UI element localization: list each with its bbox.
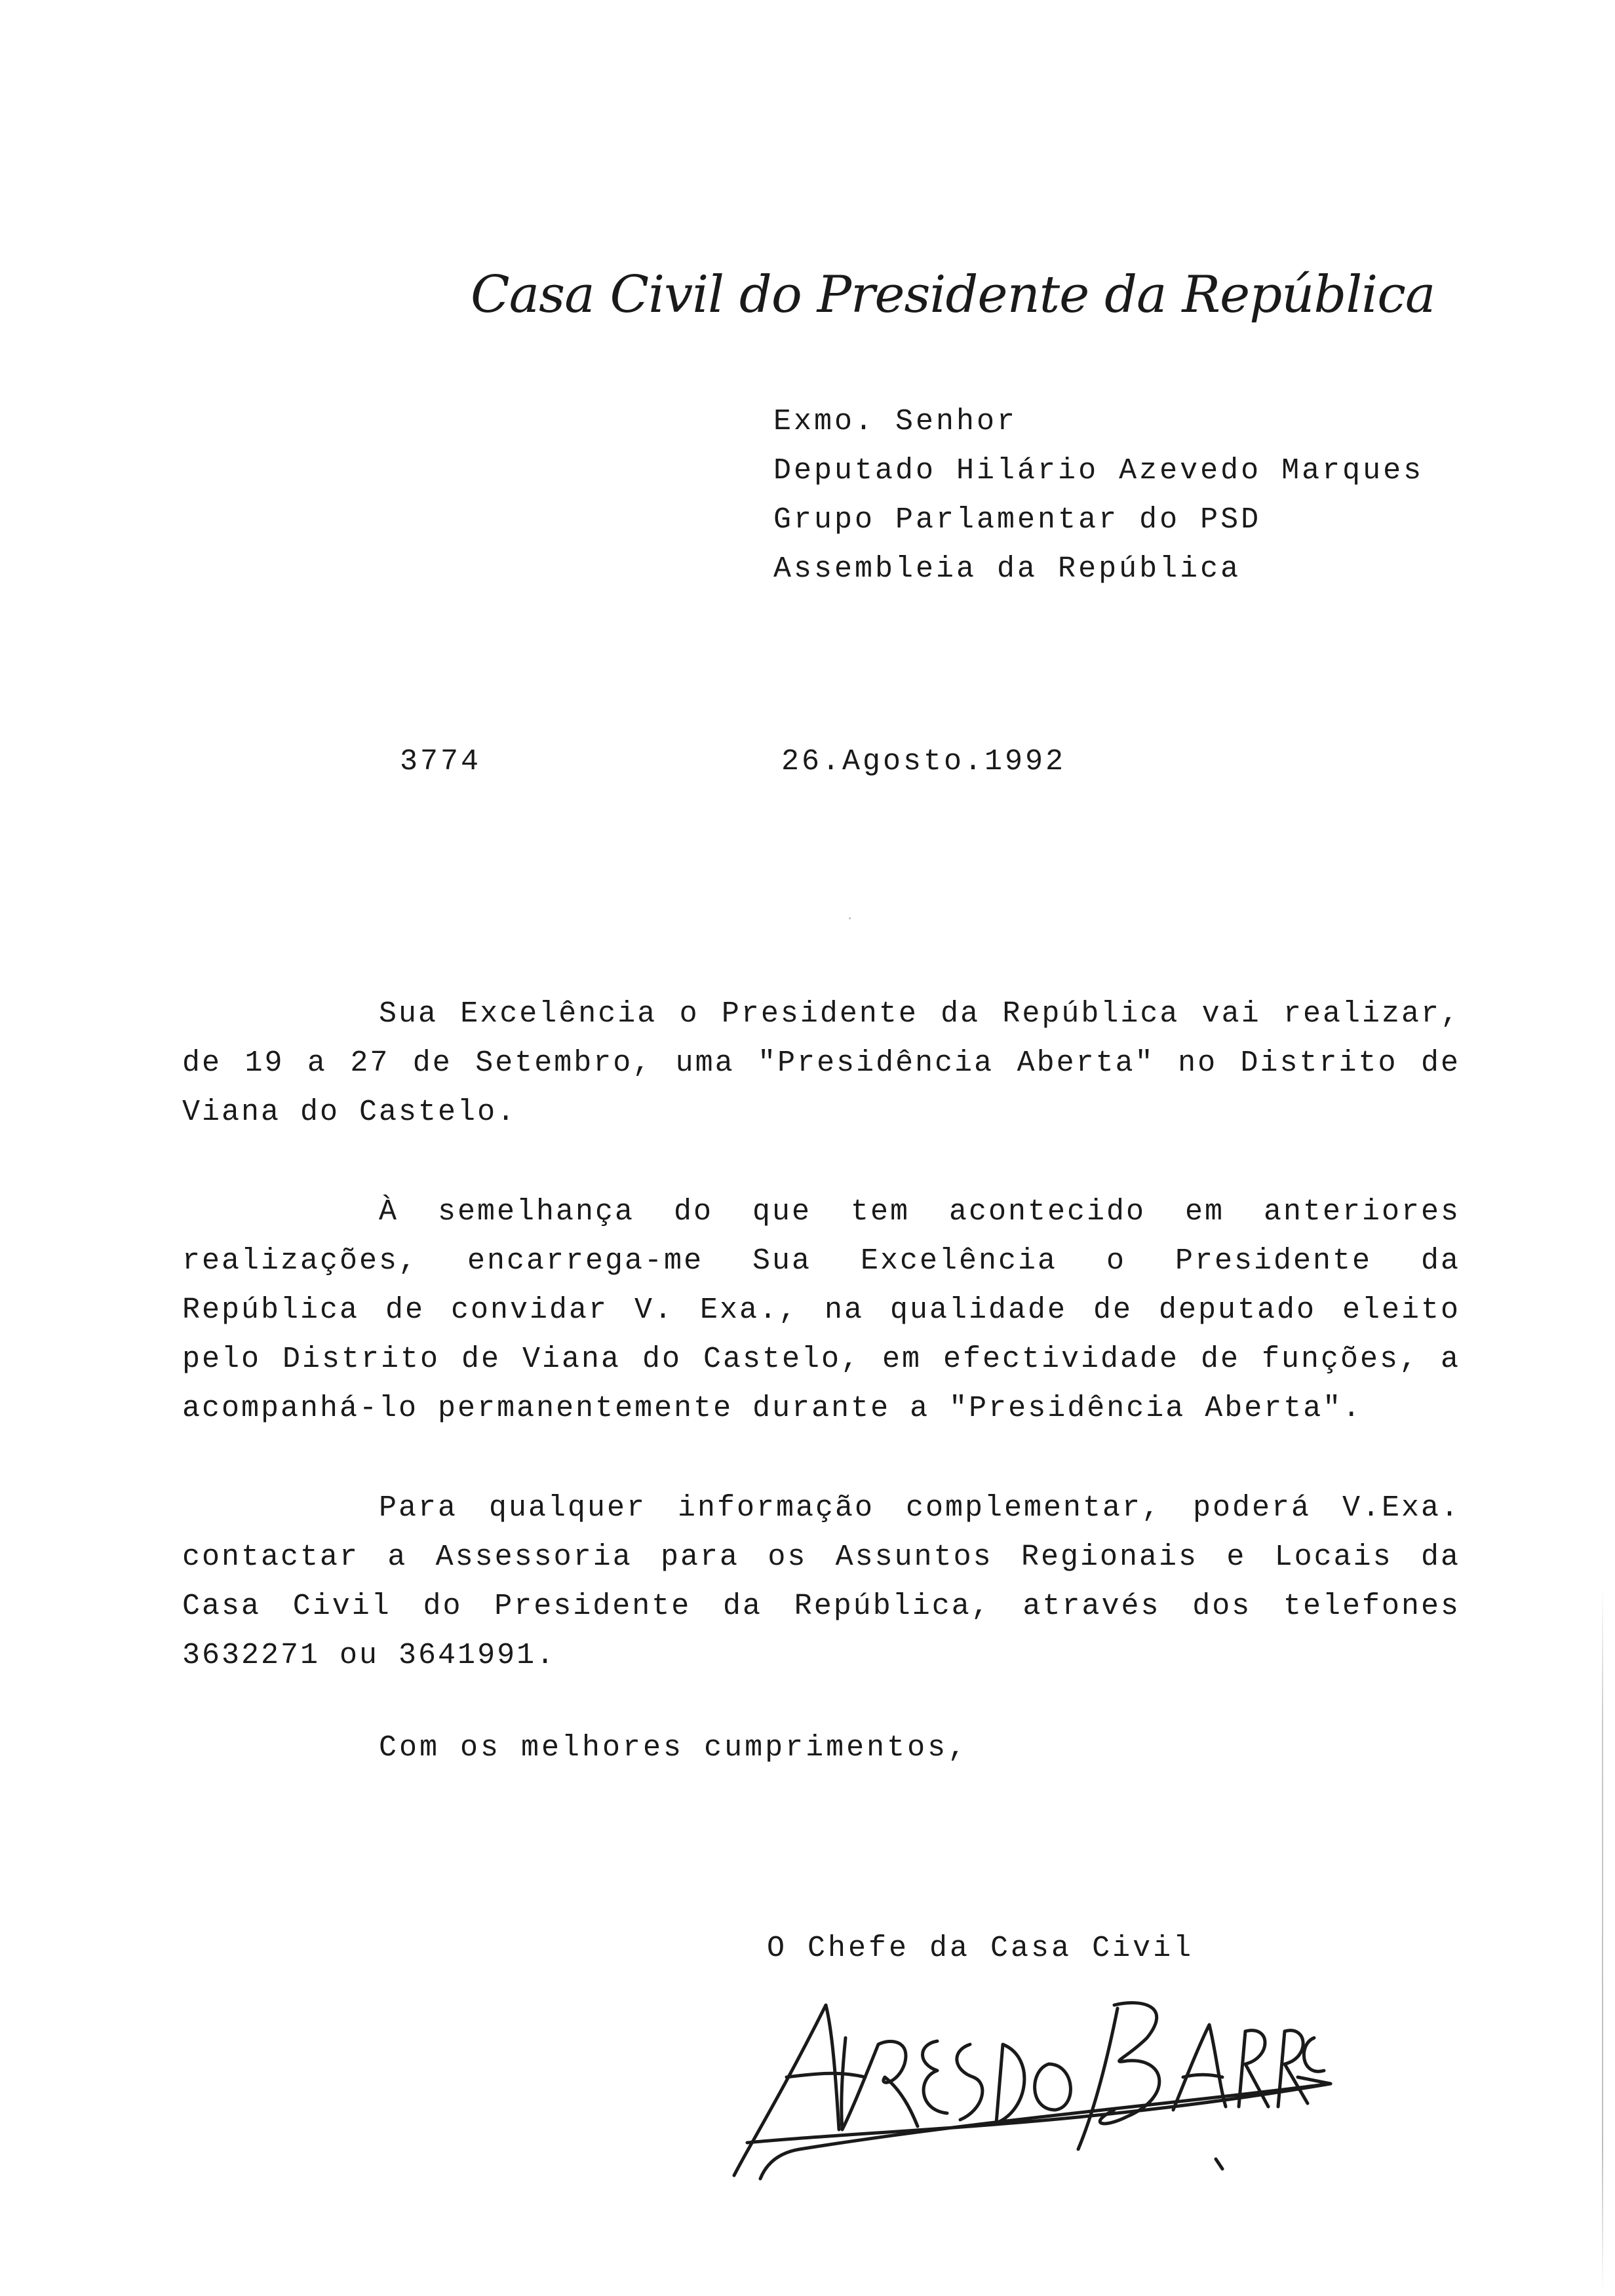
- body-paragraph: Sua Excelência o Presidente da República vai realizar, de 19 a 27 de Setembro, uma "Presidência Aberta" no Distrito de Viana do Castelo.: [182, 997, 1460, 1129]
- body-paragraph: À semelhança do que tem acontecido em anteriores realizações, encarrega-me Sua Excelência o Presidente da República de convidar V. Exa., na qualidade de deputado eleito pelo Distrito de Viana do Castelo, em efectividade de funções, a acompanhá-lo permanentemente durante a "Presidência Aberta".: [182, 1195, 1460, 1425]
- addressee-line: Exmo. Senhor: [773, 405, 1018, 438]
- scan-edge-line: [1602, 1586, 1603, 2293]
- addressee-line: Deputado Hilário Azevedo Marques: [773, 454, 1424, 488]
- addressee-line: Grupo Parlamentar do PSD: [773, 503, 1262, 537]
- addressee-line: Assembleia da República: [773, 552, 1241, 586]
- letter-body: [182, 989, 1460, 1731]
- reference-number: 3774: [400, 745, 482, 778]
- signatory-title: O Chefe da Casa Civil: [767, 1932, 1194, 1965]
- stray-mark: [849, 917, 851, 919]
- letter-date: 26.Agosto.1992: [781, 745, 1066, 778]
- handwritten-signature: [721, 1979, 1337, 2189]
- letterhead: Casa Civil do Presidente da República: [471, 265, 1435, 324]
- closing-line: Com os melhores cumprimentos,: [379, 1731, 969, 1765]
- addressee-block: [773, 397, 1424, 594]
- body-paragraph: Para qualquer informação complementar, poderá V.Exa. contactar a Assessoria para os Assuntos Regionais e Locais da Casa Civil do Presidente da República, através dos telefones 3632271 ou 3641991.: [182, 1491, 1460, 1672]
